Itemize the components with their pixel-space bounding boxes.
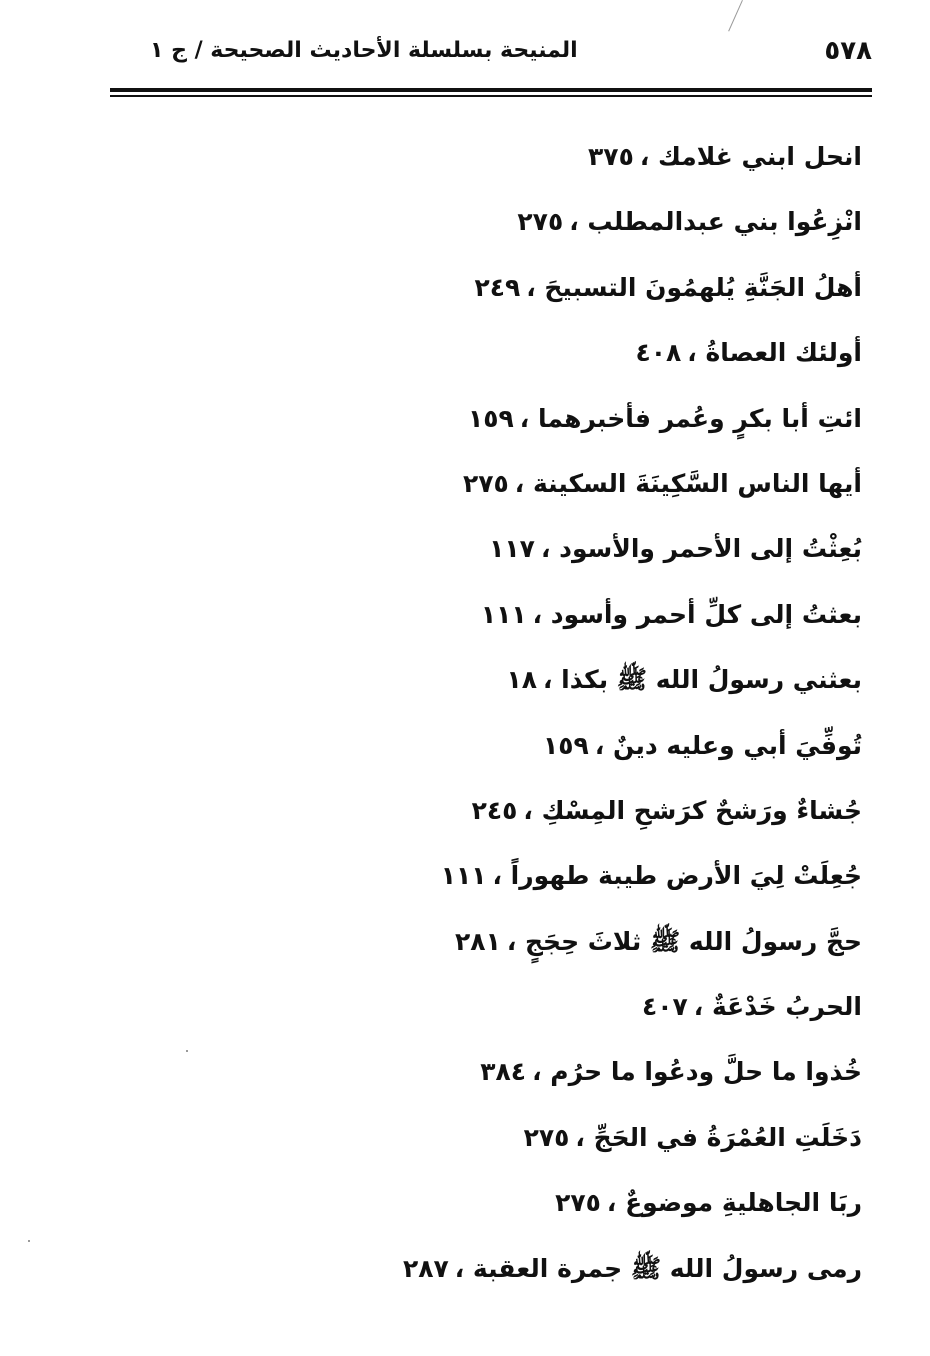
entry-text: ائتِ أبا بكرٍ وعُمر فأخبرهما ، xyxy=(519,403,862,433)
running-title: المنيحة بسلسلة الأحاديث الصحيحة / ج ١ xyxy=(150,38,578,63)
entry-reference: ٢٤٥ xyxy=(471,795,518,825)
entry-text: جُشاءٌ ورَشحٌ كرَشحِ المِسْكِ ، xyxy=(523,795,862,825)
entry-text: انْزِعُوا بني عبدالمطلب ، xyxy=(569,207,862,237)
entry-text: أولئك العصاةُ ، xyxy=(687,338,862,368)
entry-text: تُوفِّيَ أبي وعليه دينٌ ، xyxy=(594,730,862,760)
index-entry xyxy=(162,784,862,849)
entry-reference: ٢٨١ xyxy=(455,926,501,956)
entry-reference: ٢٧٥ xyxy=(517,207,564,237)
entry-text: خُذوا ما حلَّ ودعُوا ما حرُم ، xyxy=(532,1057,862,1087)
entry-reference: ١٥٩ xyxy=(543,730,589,760)
index-entry xyxy=(162,522,862,587)
index-entry xyxy=(162,326,862,391)
index-entry xyxy=(162,195,862,260)
index-entry xyxy=(162,1176,862,1241)
entry-text: أهلُ الجَنَّةِ يُلهمُونَ التسبيحَ ، xyxy=(526,272,862,302)
index-entry xyxy=(162,588,862,653)
scan-artifact-line xyxy=(728,0,743,31)
entry-reference: ١١١ xyxy=(480,599,527,629)
entry-reference: ٢٨٧ xyxy=(402,1253,449,1283)
entry-text: انحل ابني غلامك ، xyxy=(639,142,862,171)
index-entry xyxy=(162,719,862,784)
index-entry-list xyxy=(162,130,862,1307)
index-entry xyxy=(162,980,862,1045)
index-entry xyxy=(162,915,862,980)
index-entry xyxy=(162,1045,862,1110)
entry-reference: ٢٧٥ xyxy=(523,1122,570,1152)
entry-reference: ١١٧ xyxy=(489,534,535,564)
index-entry xyxy=(162,653,862,718)
index-entry xyxy=(162,1111,862,1176)
scan-artifact-dot xyxy=(186,1050,188,1052)
entry-reference: ١٥٩ xyxy=(468,403,514,433)
entry-reference: ١١١ xyxy=(440,861,487,891)
entry-reference: ٤٠٧ xyxy=(641,992,688,1022)
entry-text: رمى رسولُ الله ﷺ جمرة العقبة ، xyxy=(454,1253,862,1283)
entry-text: بُعِثْتُ إلى الأحمر والأسود ، xyxy=(540,534,862,564)
index-entry xyxy=(162,261,862,326)
entry-text: بعثني رسولُ الله ﷺ بكذا ، xyxy=(542,665,862,695)
entry-reference: ٣٧٥ xyxy=(588,142,634,171)
entry-text: دَخَلَتِ العُمْرَةُ في الحَجِّ ، xyxy=(575,1122,862,1152)
entry-reference: ٤٠٨ xyxy=(635,338,682,368)
entry-reference: ٣٨٤ xyxy=(480,1057,527,1087)
entry-text: أيها الناس السَّكِينَةَ السكينة ، xyxy=(514,468,862,498)
entry-text: ربَا الجاهليةِ موضوعٌ ، xyxy=(606,1188,862,1218)
entry-text: حجَّ رسولُ الله ﷺ ثلاثَ حِجَجٍ ، xyxy=(506,926,862,956)
entry-text: بعثتُ إلى كلِّ أحمر وأسود ، xyxy=(532,599,862,629)
scan-artifact-dot xyxy=(28,1240,30,1242)
header-rule-thin xyxy=(110,95,872,97)
entry-reference: ٢٧٥ xyxy=(555,1188,601,1218)
index-entry xyxy=(162,849,862,914)
header-rule-thick xyxy=(110,88,872,92)
page-number: ٥٧٨ xyxy=(824,36,872,66)
index-entry xyxy=(162,1242,862,1307)
index-entry xyxy=(162,457,862,522)
index-entry xyxy=(162,392,862,457)
entry-reference: ١٨ xyxy=(506,665,537,695)
entry-reference: ٢٤٩ xyxy=(474,272,521,302)
page-header xyxy=(110,30,872,80)
entry-reference: ٢٧٥ xyxy=(463,468,509,498)
entry-text: الحربُ خَدْعَةٌ ، xyxy=(693,992,862,1022)
index-entry xyxy=(162,130,862,195)
entry-text: جُعِلَتْ لِيَ الأرض طيبة طهوراً ، xyxy=(492,861,862,891)
